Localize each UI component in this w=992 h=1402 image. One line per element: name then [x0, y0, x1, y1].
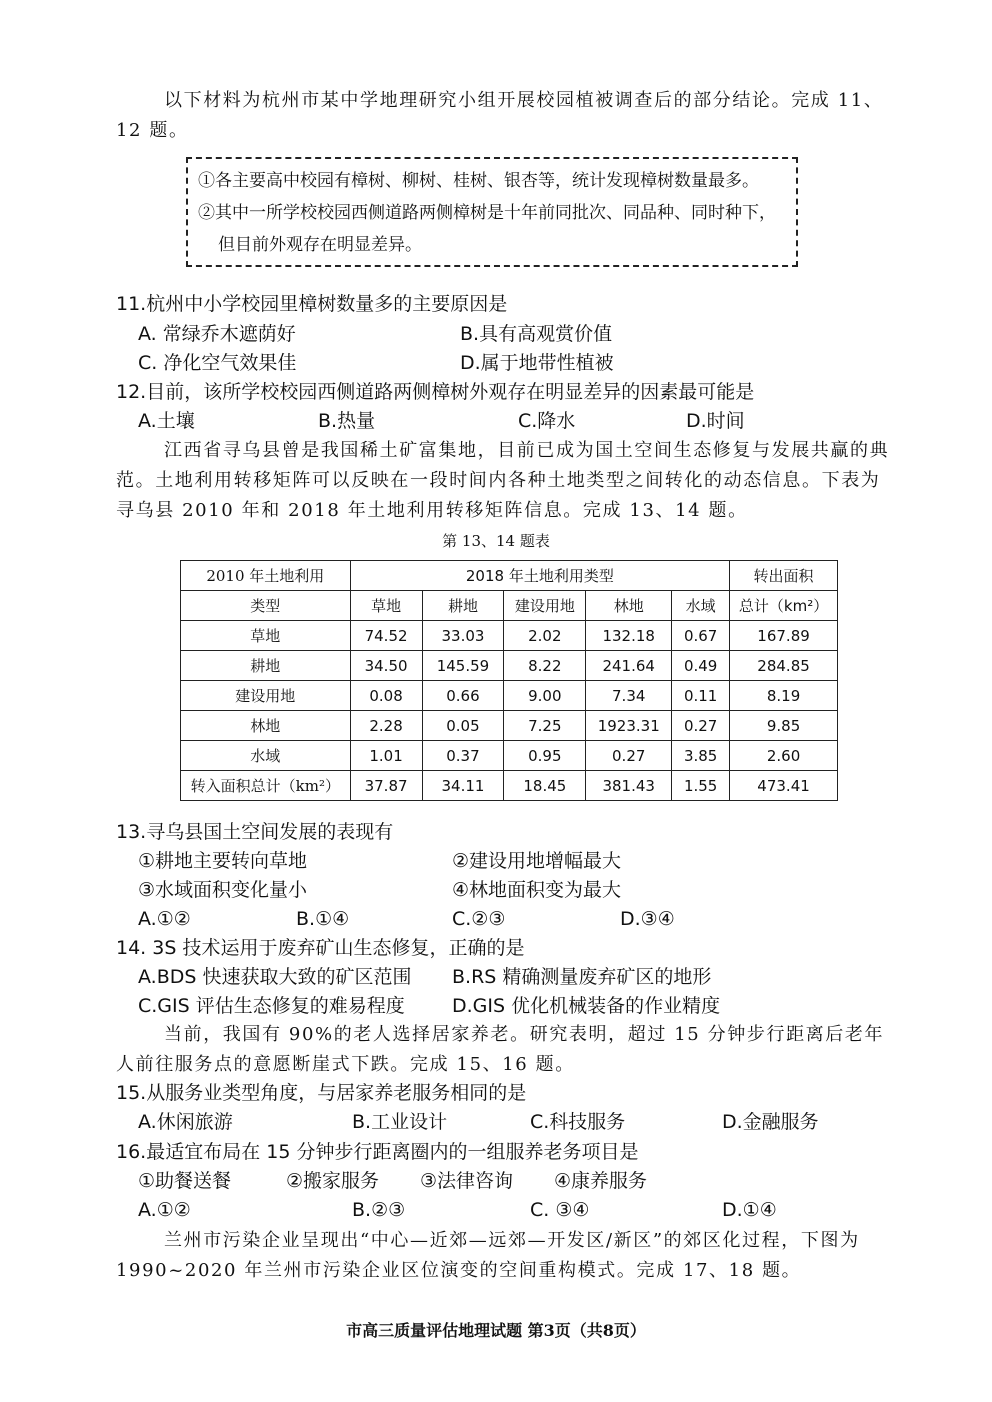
- table-cell: 1.55: [672, 771, 730, 801]
- q16-stem: 16.最适宜布局在 15 分钟步行距离圈内的一组服养老务项目是: [116, 1141, 639, 1163]
- q14-option-a: A.BDS 快速获取大致的矿区范围: [138, 966, 412, 988]
- table-cell: 2.02: [504, 621, 586, 651]
- q12-option-a: A.土壤: [138, 410, 195, 432]
- table-cell: 0.37: [422, 741, 504, 771]
- row-header: 耕地: [181, 651, 351, 681]
- table-caption: 第 13、14 题表: [442, 532, 550, 550]
- table-cell: 9.00: [504, 681, 586, 711]
- intro-11-12: 以下材料为杭州市某中学地理研究小组开展校园植被调查后的部分结论。完成 11、12 题。: [116, 90, 884, 141]
- col-header: 建设用地: [504, 591, 586, 621]
- q13-stem: 13.寻乌县国土空间发展的表现有: [116, 821, 394, 843]
- table-cell: 3.85: [672, 741, 730, 771]
- col-header: 林地: [586, 591, 672, 621]
- q14-option-c: C.GIS 评估生态修复的难易程度: [138, 995, 405, 1017]
- table-cell: 8.19: [730, 681, 838, 711]
- table-cell: 284.85: [730, 651, 838, 681]
- table-cell: 0.67: [672, 621, 730, 651]
- table-cell: 37.87: [350, 771, 422, 801]
- q12-stem: 12.目前，该所学校校园西侧道路两侧樟树外观存在明显差异的因素最可能是: [116, 381, 755, 403]
- q15-option-b: B.工业设计: [352, 1111, 448, 1133]
- table-cell: 34.50: [350, 651, 422, 681]
- q12-option-c: C.降水: [518, 410, 576, 432]
- col-header: 耕地: [422, 591, 504, 621]
- q15-option-c: C.科技服务: [530, 1111, 626, 1133]
- table-cell: 2.28: [350, 711, 422, 741]
- row-header: 林地: [181, 711, 351, 741]
- q11-option-c: C. 净化空气效果佳: [138, 352, 297, 374]
- intro-15-16: 当前，我国有 90%的老人选择居家养老。研究表明，超过 15 分钟步行距离后老年人前往服务点的意愿断崖式下跌。完成 15、16 题。: [116, 1024, 885, 1075]
- table-cell: 33.03: [422, 621, 504, 651]
- material-line-1: ①各主要高中校园有樟树、柳树、桂树、银杏等，统计发现樟树数量最多。: [198, 171, 759, 191]
- q16-option-c: C. ③④: [530, 1199, 590, 1221]
- q11-stem: 11.杭州中小学校园里樟树数量多的主要原因是: [116, 293, 508, 315]
- table-cell: 1923.31: [586, 711, 672, 741]
- table-cell: 0.95: [504, 741, 586, 771]
- q13-option-c: C.②③: [452, 908, 506, 930]
- col-header: 草地: [350, 591, 422, 621]
- q12-option-d: D.时间: [686, 410, 745, 432]
- row-header: 草地: [181, 621, 351, 651]
- q15-stem: 15.从服务业类型角度，与居家养老服务相同的是: [116, 1082, 527, 1104]
- q13-statement-1: ①耕地主要转向草地: [138, 850, 308, 872]
- table-cell: 0.05: [422, 711, 504, 741]
- q16-option-a: A.①②: [138, 1199, 191, 1221]
- q13-statement-4: ④林地面积变为最大: [452, 879, 622, 901]
- q13-option-a: A.①②: [138, 908, 191, 930]
- material-line-2: ②其中一所学校校园西侧道路两侧樟树是十年前同批次、同品种、同时种下，但目前外观存在明显差异。: [198, 203, 776, 255]
- table-cell: 74.52: [350, 621, 422, 651]
- q14-option-b: B.RS 精确测量废弃矿区的地形: [452, 966, 712, 988]
- table-cell: 7.34: [586, 681, 672, 711]
- q12-option-b: B.热量: [318, 410, 376, 432]
- q11-option-a: A. 常绿乔木遮荫好: [138, 323, 296, 345]
- table-cell: 34.11: [422, 771, 504, 801]
- table-cell: 0.66: [422, 681, 504, 711]
- header-2018: 2018 年土地利用类型: [350, 561, 729, 591]
- q15-option-a: A.休闲旅游: [138, 1111, 233, 1133]
- header-out-1: 转出面积: [730, 561, 838, 591]
- q16-statement-3: ③法律咨询: [420, 1170, 514, 1192]
- table-cell: 18.45: [504, 771, 586, 801]
- table-cell: 7.25: [504, 711, 586, 741]
- table-row: [181, 771, 838, 801]
- q14-stem: 14. 3S 技术运用于废弃矿山生态修复，正确的是: [116, 937, 525, 959]
- table-cell: 2.60: [730, 741, 838, 771]
- table-cell: 0.08: [350, 681, 422, 711]
- q16-statement-4: ④康养服务: [554, 1170, 648, 1192]
- land-use-matrix-table: [180, 560, 838, 801]
- table-cell: 132.18: [586, 621, 672, 651]
- q13-statement-2: ②建设用地增幅最大: [452, 850, 622, 872]
- table-row: [181, 711, 838, 741]
- table-cell: 1.01: [350, 741, 422, 771]
- q11-option-d: D.属于地带性植被: [460, 352, 614, 374]
- table-cell: 0.49: [672, 651, 730, 681]
- table-row: [181, 741, 838, 771]
- table-row: [181, 651, 838, 681]
- intro-17-18: 兰州市污染企业呈现出“中心—近郊—远郊—开发区/新区”的郊区化过程，下图为 1990~2020 年兰州市污染企业区位演变的空间重构模式。完成 17、18 题。: [116, 1230, 860, 1281]
- header-out-2: 总计（km²）: [730, 591, 838, 621]
- table-cell: 0.27: [672, 711, 730, 741]
- row-header: 转入面积总计（km²）: [181, 771, 351, 801]
- page-footer: 市高三质量评估地理试题 第3页（共8页）: [346, 1321, 646, 1340]
- q13-option-d: D.③④: [620, 908, 675, 930]
- q16-option-b: B.②③: [352, 1199, 406, 1221]
- table-cell: 9.85: [730, 711, 838, 741]
- intro-13-14: 江西省寻乌县曾是我国稀土矿富集地，目前已成为国土空间生态修复与发展共赢的典范。土地利用转移矩阵可以反映在一段时间内各种土地类型之间转化的动态信息。下表为寻乌县 2010 年和 2018 年土地利用转移矩阵信息。完成 13、14 题。: [116, 440, 890, 521]
- table-row: [181, 681, 838, 711]
- q15-option-d: D.金融服务: [722, 1111, 819, 1133]
- header-2010: 2010 年土地利用: [181, 561, 351, 591]
- row-header: 水域: [181, 741, 351, 771]
- table-cell: 167.89: [730, 621, 838, 651]
- q11-option-b: B.具有高观赏价值: [460, 323, 613, 345]
- q16-statement-2: ②搬家服务: [286, 1170, 380, 1192]
- table-cell: 0.27: [586, 741, 672, 771]
- q16-option-d: D.①④: [722, 1199, 777, 1221]
- row-header: 建设用地: [181, 681, 351, 711]
- table-row: [181, 621, 838, 651]
- table-cell: 8.22: [504, 651, 586, 681]
- col-header: 水域: [672, 591, 730, 621]
- table-cell: 0.11: [672, 681, 730, 711]
- table-cell: 145.59: [422, 651, 504, 681]
- q14-option-d: D.GIS 优化机械装备的作业精度: [452, 995, 721, 1017]
- table-cell: 473.41: [730, 771, 838, 801]
- header-type: 类型: [181, 591, 351, 621]
- table-cell: 381.43: [586, 771, 672, 801]
- table-cell: 241.64: [586, 651, 672, 681]
- material-box: [186, 157, 798, 267]
- q13-statement-3: ③水域面积变化量小: [138, 879, 308, 901]
- q16-statement-1: ①助餐送餐: [138, 1170, 232, 1192]
- q13-option-b: B.①④: [296, 908, 350, 930]
